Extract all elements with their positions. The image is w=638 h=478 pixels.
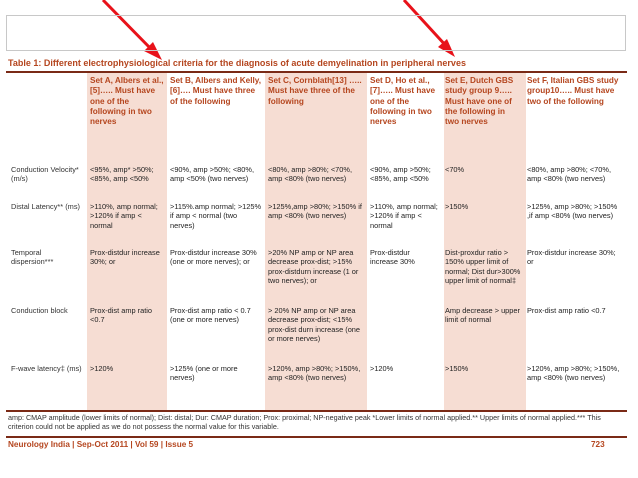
footer-rule (6, 436, 627, 438)
table-cell: >20% NP amp or NP area decrease prox-dist; >15% prox-distdurn increase (1 or two nerves); or (268, 248, 359, 285)
table-cell: Dist-proxdur ratio > 150% upper limit of normal; Dist dur>300% upper limit of normal‡ (445, 248, 521, 285)
table-cell: >110%, amp normal; >120% if amp < normal (90, 202, 158, 230)
table-row (8, 164, 626, 201)
table-cell: <90%, amp >50%;<85%, amp <50% (370, 165, 431, 184)
row-label-header (8, 74, 87, 164)
table-caption: Table 1: Different electrophysiological criteria for the diagnosis of acute demyelination in peripheral nerves (8, 58, 466, 68)
journal-citation: Neurology India | Sep-Oct 2011 | Vol 59 | Issue 5 (8, 440, 194, 449)
table-cell: >125%,amp >80%; >150% if amp <80% (two nerves) (268, 202, 362, 221)
header-set-b: Set B, Albers and Kelly,[6]…. Must have three of the following (170, 76, 261, 106)
table-cell: Prox-dist amp ratio < 0.7 (one or more nerves) (170, 306, 251, 325)
table-cell: Prox-distdur increase 30% (370, 248, 415, 267)
table-cell: > 20% NP amp or NP area decrease prox-dist; <15% prox-dist durn increase (one or more nerves) (268, 306, 361, 343)
table-header-row (8, 74, 626, 164)
table-cell: Prox-dist amp ratio <0.7 (527, 306, 606, 315)
table-cell: >125%, amp >80%; >150% ,if amp <80% (two nerves) (527, 202, 618, 221)
table-cell: Amp decrease > upper limit of normal (445, 306, 520, 325)
table-cell: <95%, amp* >50%;<85%, amp <50% (90, 165, 154, 184)
table-cell: >110%, amp normal; >120% if amp < normal (370, 202, 438, 230)
table-row (8, 247, 626, 305)
criteria-table (8, 74, 626, 384)
row-label: Conduction Velocity* (m/s) (11, 165, 79, 184)
row-label: Distal Latency** (ms) (11, 202, 80, 211)
table-cell: >120% (370, 364, 394, 373)
row-label: Conduction block (11, 306, 68, 315)
page-number: 723 (591, 440, 605, 449)
table-cell: >120%, amp >80%; >150%, amp <80% (two nerves) (527, 364, 620, 383)
table-footnote: amp: CMAP amplitude (lower limits of normal); Dist: distal; Dur: CMAP duration; Prox: proximal; NP-negative peak *Lower limits of normal applied.** Upper limits of normal applied.*** This criterion could not be applied as we do not possess the normal value for this variable. (8, 413, 601, 431)
table-cell: >120%, amp >80%; >150%, amp <80% (two nerves) (268, 364, 361, 383)
table-cell: >125% (one or more nerves) (170, 364, 238, 383)
table-cell: >150% (445, 202, 469, 211)
table-row (8, 201, 626, 247)
table-bottom-rule (6, 410, 627, 412)
table-cell: Prox-distdur increase 30%; or (90, 248, 160, 267)
table-cell: <80%, amp >80%; <70%, amp <80% (two nerves) (268, 165, 353, 184)
table-cell: Prox-distdur increase 30% (one or more nerves); or (170, 248, 257, 267)
table-cell: Prox-dist amp ratio <0.7 (90, 306, 153, 325)
header-set-c: Set C, Cornblath[13] ….. Must have three of the following (268, 76, 362, 106)
empty-title-box (6, 15, 626, 51)
table-row (8, 305, 626, 363)
table-cell: >150% (445, 364, 469, 373)
table-cell (367, 305, 442, 363)
header-set-a: Set A, Albers et al.,[5]….. Must have one of the following in two nerves (90, 76, 164, 127)
table-cell: <70% (445, 165, 465, 174)
header-set-e: Set E, Dutch GBS study group 9….. Must have one of the following in two nerves (445, 76, 514, 127)
table-cell: <90%, amp >50%; <80%, amp <50% (two nerves) (170, 165, 255, 184)
header-set-f: Set F, Italian GBS study group10….. Must have two of the following (527, 76, 619, 106)
table-cell: <80%, amp >80%; <70%, amp <80% (two nerves) (527, 165, 612, 184)
table-cell: >120% (90, 364, 114, 373)
header-set-d: Set D, Ho et al.,[7]….. Must have one of the following in two nerves (370, 76, 436, 127)
row-label: Temporal dispersion*** (11, 248, 54, 267)
table-cell: >115%.amp normal; >125% if amp < normal (two nerves) (170, 202, 262, 230)
table-row (8, 363, 626, 384)
row-label: F-wave latency‡ (ms) (11, 364, 82, 373)
table-cell: Prox-distdur increase 30%; or (527, 248, 616, 267)
